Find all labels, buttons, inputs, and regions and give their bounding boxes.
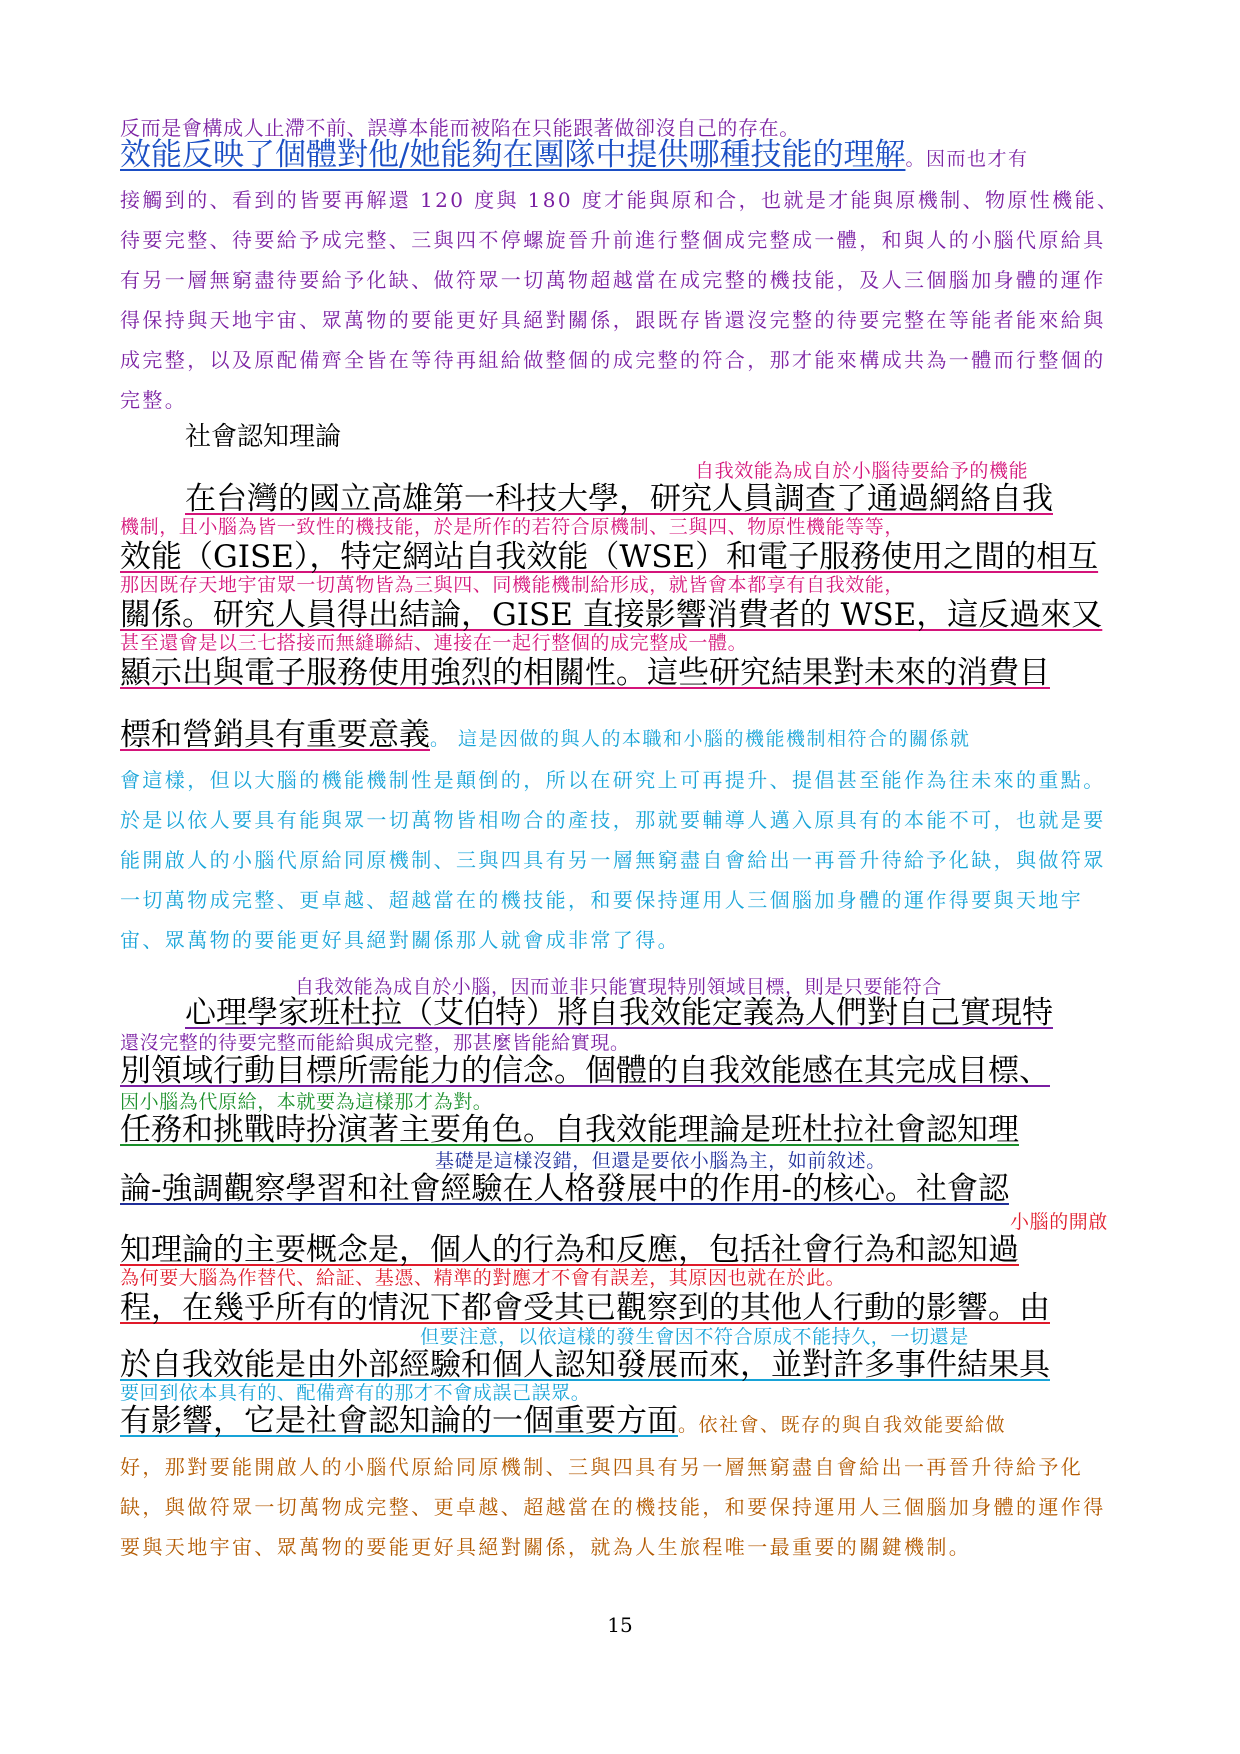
main-text: 效能（GISE），特定網站自我效能（WSE）和電子服務使用之間的相互 [120, 539, 1099, 575]
paragraph-line [120, 1113, 1125, 1153]
annotation: 機制，且小腦為皆一致性的機技能，於是所作的若符合原機制、三與四、物原性機能等等， [120, 516, 905, 538]
main-text: 在台灣的國立高雄第一科技大學，研究人員調查了通過網絡自我 [185, 481, 1053, 517]
paragraph-line [120, 718, 1125, 758]
paragraph-line [120, 1291, 1125, 1331]
annotation: 基礎是這樣沒錯，但還是要依小腦為主，如前敘述。 [435, 1150, 886, 1172]
commentary-text: 。 這是因做的與人的本職和小腦的機能機制相符合的關係就 [430, 728, 971, 750]
main-text: 任務和挑戰時扮演著主要角色。自我效能理論是班杜拉社會認知理 [120, 1112, 1019, 1148]
underlined-main-text: 效能反映了個體對他/她能夠在團隊中提供哪種技能的理解 [120, 137, 906, 173]
annotation: 但要注意，以依這樣的發生會因不符合原成不能持久，一切還是 [420, 1326, 969, 1348]
paragraph-line: 反而是會構成人止滯不前、誤導本能而被陷在只能跟著做卻沒自己的存在。 [120, 116, 800, 140]
commentary-paragraph: 好，那對要能開啟人的小腦代原給同原機制、三與四具有另一層無窮盡自會給出一再晉升待給予化缺，與做符眾一切萬物成完整、更卓越、超越當在的機技能，和要保持運用人三個腦加身體的運作得要與天地宇宙、眾萬物的要能更好具絕對關係，就為人生旅程唯一最重要的關鍵機制。 [120, 1455, 1106, 1559]
annotation: 自我效能為成自於小腦待要給予的機能 [695, 460, 1029, 482]
commentary-paragraph: 會這樣，但以大腦的機能機制性是顛倒的，所以在研究上可再提升、提倡甚至能作為往未來的重點。於是以依人要具有能與眾一切萬物皆相吻合的產技，那就要輔導人邁入原具有的本能不可，也就是要能開啟人的小腦代原給同原機制、三與四具有另一層無窮盡自會給出一再晉升待給予化缺，與做符眾一切萬物成完整、更卓越、超越當在的機技能，和要保持運用人三個腦加身體的運作得要與天地宇宙、眾萬物的要能更好具絕對關係那人就會成非常了得。 [120, 768, 1106, 952]
page-number: 15 [607, 1613, 633, 1637]
main-text: 別領域行動目標所需能力的信念。個體的自我效能感在其完成目標、 [120, 1053, 1050, 1089]
annotation: 甚至還會是以三七搭接而無縫聯結、連接在一起行整個的成完整成一體。 [120, 632, 748, 654]
annotation: 要回到依本具有的、配備齊有的那才不會成誤己誤眾。 [120, 1382, 591, 1404]
main-text: 論-強調觀察學習和社會經驗在人格發展中的作用-的核心。社會認 [120, 1171, 1009, 1207]
paragraph-line [185, 996, 1125, 1036]
commentary-paragraph: 接觸到的、看到的皆要再解還 120 度與 180 度才能與原和合，也就是才能與原機制、物原性機能、待要完整、待要給予成完整、三與四不停螺旋晉升前進行整個成完整成一體，和與人的小腦代原給具有另一層無窮盡待要給予化缺、做符眾一切萬物超越當在成完整的機技能，及人三個腦加身體的運作得保持與天地宇宙、眾萬物的要能更好具絕對關係，跟既存皆還沒完整的待要完整在等能者能來給與成完整，以及原配備齊全皆在等待再組給做整個的成完整的符合，那才能來構成共為一體而行整個的完整。 [120, 188, 1120, 412]
main-text: 有影響，它是社會認知論的一個重要方面 [120, 1403, 678, 1439]
paragraph-line [120, 138, 1125, 178]
main-text: 知理論的主要概念是，個人的行為和反應，包括社會行為和認知過 [120, 1232, 1019, 1268]
annotation: 還沒完整的待要完整而能給與成完整，那甚麼皆能給實現。 [120, 1032, 630, 1054]
annotation: 小腦的開啟 [1010, 1211, 1109, 1233]
main-text: 程，在幾乎所有的情況下都會受其已觀察到的其他人行動的影響。由 [120, 1290, 1050, 1326]
paragraph-line [120, 1054, 1125, 1094]
annotation: 那因既存天地宇宙眾一切萬物皆為三與四、同機能機制給形成，就皆會本都享有自我效能， [120, 574, 905, 596]
main-text: 心理學家班杜拉（艾伯特）將自我效能定義為人們對自己實現特 [185, 995, 1053, 1031]
section-heading: 社會認知理論 [185, 422, 342, 452]
annotation: 自我效能為成自於小腦，因而並非只能實現特別領域目標，則是只要能符合 [295, 976, 942, 998]
annotation: 為何要大腦為作替代、給証、基憑、精準的對應才不會有誤差，其原因也就在於此。 [120, 1267, 846, 1289]
annotation: 因小腦為代原給，本就要為這樣那才為對。 [120, 1091, 493, 1113]
main-text: 於自我效能是由外部經驗和個人認知發展而來，並對許多事件結果具 [120, 1347, 1050, 1383]
main-text: 標和營銷具有重要意義 [120, 717, 430, 753]
paragraph-line [120, 1404, 1125, 1444]
commentary-text: 。因而也才有 [905, 148, 1029, 170]
main-text: 關係。研究人員得出結論，GISE 直接影響消費者的 WSE，這反過來又 [120, 597, 1103, 633]
commentary-text: 。依社會、既存的與自我效能要給做 [678, 1414, 1007, 1436]
paragraph-line [120, 1172, 1125, 1212]
paragraph-line [120, 656, 1125, 696]
main-text: 顯示出與電子服務使用強烈的相關性。這些研究結果對未來的消費目 [120, 655, 1050, 691]
